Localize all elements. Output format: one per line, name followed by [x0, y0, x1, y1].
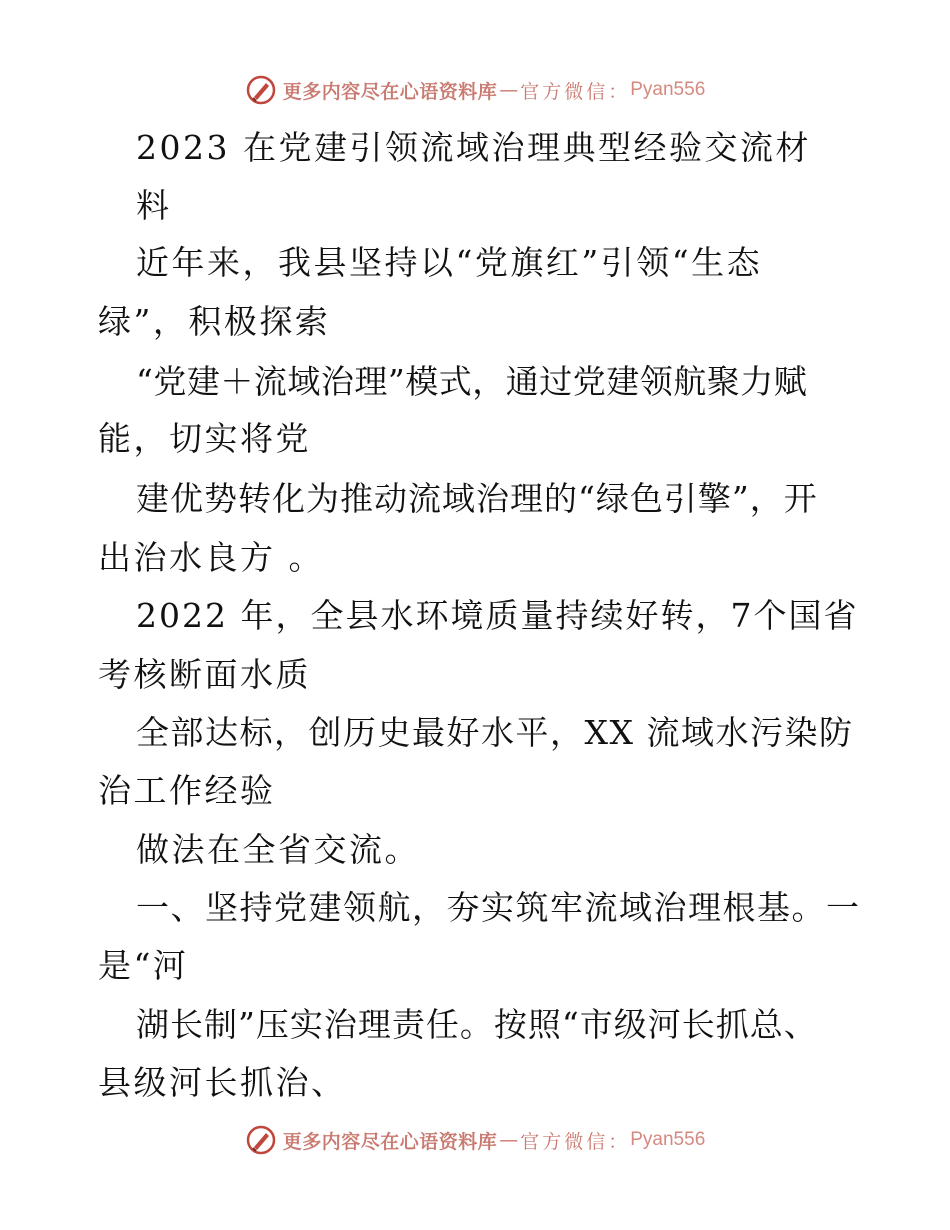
watermark-wechat-id: Pyan556 — [630, 79, 706, 100]
paragraph-line: “党建＋流域治理”模式，通过党建领航聚力赋 — [136, 362, 808, 401]
watermark-wechat-id: Pyan556 — [630, 1129, 706, 1150]
paragraph-line: 2022 年，全县水环境质量持续好转，7个国省 — [136, 596, 859, 635]
paragraph-line: 全部达标，创历史最好水平，XX 流域水污染防 — [136, 713, 854, 752]
paragraph-line: 县级河长抓治、 — [98, 1063, 347, 1102]
watermark-header — [0, 70, 950, 110]
watermark-site-text: 更多内容尽在心语资料库 — [282, 1130, 498, 1153]
document-title-line-1: 2023 在党建引领流域治理典型经验交流材 — [136, 128, 811, 167]
paragraph-line: 做法在全省交流。 — [136, 830, 420, 869]
paragraph-line: 绿”，积极探索 — [98, 302, 331, 341]
paragraph-line: 能，切实将党 — [98, 419, 311, 458]
paragraph-line: 考核断面水质 — [98, 655, 311, 694]
watermark-separator: — — [499, 79, 519, 101]
pen-logo-icon — [245, 1124, 277, 1156]
paragraph-line: 治工作经验 — [98, 771, 276, 810]
paragraph-line: 出治水良方 。 — [98, 538, 324, 577]
watermark-footer — [0, 1120, 950, 1160]
document-title-line-2: 料 — [136, 186, 172, 225]
paragraph-line: 建优势转化为推动流域治理的“绿色引擎”，开 — [136, 479, 818, 518]
paragraph-line: 近年来，我县坚持以“党旗红”引领“生态 — [136, 243, 763, 282]
watermark-wechat-label: 官方微信： — [520, 1130, 631, 1153]
watermark-site-text: 更多内容尽在心语资料库 — [282, 80, 498, 103]
section-heading-line: 一、坚持党建领航，夯实筑牢流域治理根基。一 — [136, 888, 861, 927]
paragraph-line: 是“河 — [98, 946, 189, 985]
watermark-wechat-label: 官方微信： — [520, 80, 631, 103]
watermark-separator: — — [499, 1129, 519, 1151]
pen-logo-icon — [245, 74, 277, 106]
paragraph-line: 湖长制”压实治理责任。按照“市级河长抓总、 — [136, 1005, 818, 1044]
